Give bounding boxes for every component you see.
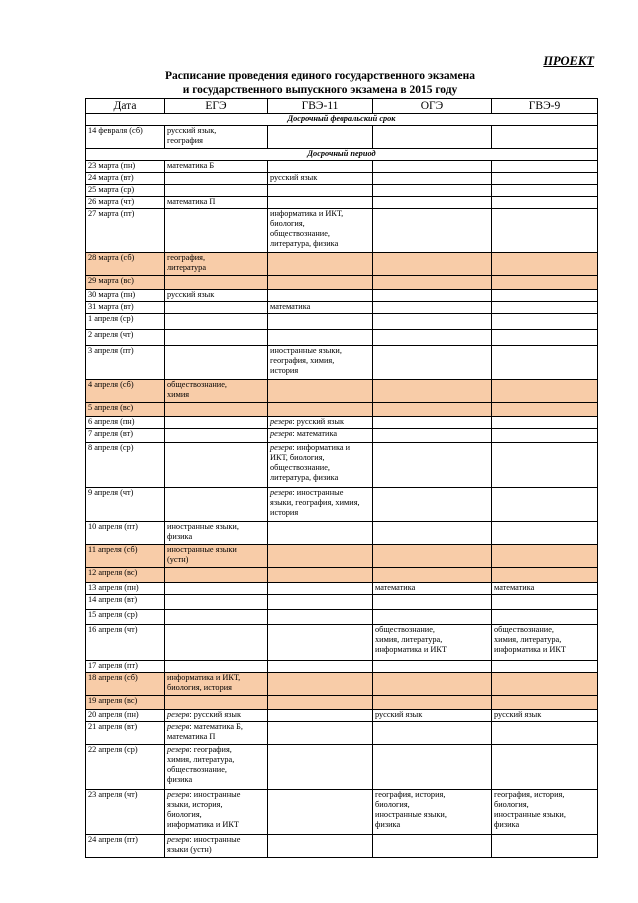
cell-gve9 bbox=[492, 661, 598, 673]
cell-text: 31 марта (вт) bbox=[88, 302, 134, 311]
cell-gve11 bbox=[268, 403, 373, 417]
cell-gve11 bbox=[268, 673, 373, 696]
cell-date bbox=[86, 568, 165, 583]
table-row bbox=[86, 302, 598, 314]
table-row bbox=[86, 545, 598, 568]
cell-oge bbox=[373, 346, 492, 380]
cell-gve11 bbox=[268, 276, 373, 290]
cell-gve9 bbox=[492, 722, 598, 745]
cell-gve9 bbox=[492, 346, 598, 380]
cell-gve9 bbox=[492, 185, 598, 197]
table-row bbox=[86, 568, 598, 583]
cell-date bbox=[86, 722, 165, 745]
cell-text: иностранные языки (устн) bbox=[167, 545, 237, 564]
cell-gve9 bbox=[492, 745, 598, 790]
cell-gve9 bbox=[492, 595, 598, 610]
cell-text: обществознание, химия bbox=[167, 380, 228, 399]
cell-date bbox=[86, 276, 165, 290]
cell-text: математика bbox=[494, 583, 535, 592]
cell-gve11 bbox=[268, 745, 373, 790]
cell-gve11 bbox=[268, 173, 373, 185]
cell-text: география, история, биология, иностранные языки, физика bbox=[375, 790, 447, 829]
reserve-label: резерв bbox=[167, 790, 190, 799]
cell-text: география, литература bbox=[167, 253, 207, 272]
cell-gve9 bbox=[492, 314, 598, 330]
cell-ege bbox=[165, 610, 268, 625]
table-body bbox=[86, 114, 598, 858]
cell-date bbox=[86, 696, 165, 710]
cell-gve9 bbox=[492, 610, 598, 625]
cell-date bbox=[86, 330, 165, 346]
cell-gve11 bbox=[268, 185, 373, 197]
cell-text: 25 марта (ср) bbox=[88, 185, 135, 194]
cell-date bbox=[86, 126, 165, 149]
cell-gve11 bbox=[268, 661, 373, 673]
cell-gve9 bbox=[492, 209, 598, 253]
cell-text: 5 апреля (вс) bbox=[88, 403, 134, 412]
cell-gve9 bbox=[492, 380, 598, 403]
cell-text: русский язык bbox=[375, 710, 423, 719]
cell-text: 12 апреля (вс) bbox=[88, 568, 138, 577]
cell-text: 14 апреля (вт) bbox=[88, 595, 138, 604]
cell-gve9 bbox=[492, 417, 598, 429]
cell-text: 3 апреля (пт) bbox=[88, 346, 134, 355]
table-row bbox=[86, 835, 598, 858]
cell-text: 2 апреля (чт) bbox=[88, 330, 134, 339]
cell-ege bbox=[165, 835, 268, 858]
column-header-gve11: ГВЭ-11 bbox=[268, 99, 373, 114]
section-row bbox=[86, 149, 598, 161]
cell-oge bbox=[373, 302, 492, 314]
cell-text: : русский язык bbox=[292, 417, 345, 426]
cell-gve9 bbox=[492, 710, 598, 722]
cell-oge bbox=[373, 722, 492, 745]
cell-oge bbox=[373, 790, 492, 835]
cell-gve11 bbox=[268, 595, 373, 610]
cell-ege bbox=[165, 173, 268, 185]
draft-stamp: ПРОЕКТ bbox=[543, 54, 594, 68]
cell-date bbox=[86, 380, 165, 403]
cell-text: : русский язык bbox=[189, 710, 242, 719]
cell-text: 11 апреля (сб) bbox=[88, 545, 138, 554]
cell-gve11 bbox=[268, 346, 373, 380]
cell-text: 29 марта (вс) bbox=[88, 276, 134, 285]
cell-date bbox=[86, 314, 165, 330]
cell-oge bbox=[373, 314, 492, 330]
cell-gve11 bbox=[268, 429, 373, 443]
cell-gve11 bbox=[268, 522, 373, 545]
cell-gve11 bbox=[268, 583, 373, 595]
cell-ege bbox=[165, 595, 268, 610]
cell-text: информатика и ИКТ, биология, история bbox=[167, 673, 241, 692]
cell-gve9 bbox=[492, 290, 598, 302]
table-row bbox=[86, 209, 598, 253]
cell-text: 13 апреля (пн) bbox=[88, 583, 139, 592]
cell-text: 21 апреля (вт) bbox=[88, 722, 138, 731]
cell-text: география, история, биология, иностранные языки, физика bbox=[494, 790, 566, 829]
cell-date bbox=[86, 253, 165, 276]
cell-text: : иностранные языки, история, биология, информатика и ИКТ bbox=[167, 790, 241, 829]
table-row bbox=[86, 330, 598, 346]
table-row bbox=[86, 625, 598, 661]
cell-gve11 bbox=[268, 545, 373, 568]
cell-ege bbox=[165, 625, 268, 661]
cell-text: 15 апреля (ср) bbox=[88, 610, 138, 619]
cell-gve11 bbox=[268, 161, 373, 173]
table-row bbox=[86, 696, 598, 710]
cell-oge bbox=[373, 197, 492, 209]
cell-oge bbox=[373, 417, 492, 429]
cell-text: русский язык bbox=[270, 173, 318, 182]
title-line-2: и государственного выпускного экзамена в 2015 году bbox=[182, 84, 458, 96]
cell-oge bbox=[373, 161, 492, 173]
cell-gve11 bbox=[268, 722, 373, 745]
column-header-date: Дата bbox=[86, 99, 165, 114]
table-row bbox=[86, 185, 598, 197]
cell-oge bbox=[373, 185, 492, 197]
cell-gve9 bbox=[492, 126, 598, 149]
cell-text: 4 апреля (сб) bbox=[88, 380, 134, 389]
cell-date bbox=[86, 790, 165, 835]
cell-text: обществознание, химия, литература, информатика и ИКТ bbox=[494, 625, 566, 654]
cell-oge bbox=[373, 745, 492, 790]
cell-oge bbox=[373, 126, 492, 149]
cell-gve9 bbox=[492, 545, 598, 568]
cell-text: 10 апреля (пт) bbox=[88, 522, 138, 531]
cell-gve11 bbox=[268, 290, 373, 302]
table-header-row bbox=[86, 99, 598, 114]
cell-oge bbox=[373, 568, 492, 583]
cell-date bbox=[86, 661, 165, 673]
cell-gve9 bbox=[492, 276, 598, 290]
cell-gve9 bbox=[492, 253, 598, 276]
cell-date bbox=[86, 745, 165, 790]
cell-gve11 bbox=[268, 610, 373, 625]
cell-ege bbox=[165, 417, 268, 429]
cell-oge bbox=[373, 209, 492, 253]
cell-ege bbox=[165, 346, 268, 380]
table-row bbox=[86, 290, 598, 302]
cell-oge bbox=[373, 610, 492, 625]
cell-gve9 bbox=[492, 568, 598, 583]
table-row bbox=[86, 790, 598, 835]
cell-gve11 bbox=[268, 314, 373, 330]
cell-date bbox=[86, 522, 165, 545]
cell-text: 1 апреля (ср) bbox=[88, 314, 134, 323]
cell-ege bbox=[165, 568, 268, 583]
table-row bbox=[86, 417, 598, 429]
cell-text: 26 марта (чт) bbox=[88, 197, 135, 206]
table-row bbox=[86, 583, 598, 595]
section-row bbox=[86, 114, 598, 126]
column-header-gve9: ГВЭ-9 bbox=[492, 99, 598, 114]
reserve-label: резерв bbox=[270, 488, 293, 497]
cell-gve11 bbox=[268, 417, 373, 429]
cell-gve9 bbox=[492, 197, 598, 209]
cell-date bbox=[86, 173, 165, 185]
cell-date bbox=[86, 488, 165, 522]
cell-gve11 bbox=[268, 835, 373, 858]
cell-ege bbox=[165, 314, 268, 330]
cell-text: : математика Б, математика П bbox=[167, 722, 243, 741]
cell-text: 24 апреля (пт) bbox=[88, 835, 138, 844]
reserve-label: резерв bbox=[167, 722, 190, 731]
cell-gve9 bbox=[492, 302, 598, 314]
table-row bbox=[86, 710, 598, 722]
cell-text: иностранные языки, физика bbox=[167, 522, 239, 541]
cell-oge bbox=[373, 583, 492, 595]
cell-date bbox=[86, 346, 165, 380]
cell-gve11 bbox=[268, 568, 373, 583]
cell-ege bbox=[165, 673, 268, 696]
cell-gve11 bbox=[268, 696, 373, 710]
cell-gve11 bbox=[268, 625, 373, 661]
cell-oge bbox=[373, 710, 492, 722]
column-header-oge: ОГЭ bbox=[373, 99, 492, 114]
cell-ege bbox=[165, 330, 268, 346]
column-header-ege: ЕГЭ bbox=[165, 99, 268, 114]
cell-ege bbox=[165, 185, 268, 197]
cell-ege bbox=[165, 661, 268, 673]
cell-ege bbox=[165, 696, 268, 710]
cell-text: 14 февраля (сб) bbox=[88, 126, 143, 135]
cell-oge bbox=[373, 522, 492, 545]
cell-gve9 bbox=[492, 403, 598, 417]
table-row bbox=[86, 161, 598, 173]
cell-text: : математика bbox=[292, 429, 338, 438]
cell-ege bbox=[165, 429, 268, 443]
cell-ege bbox=[165, 545, 268, 568]
cell-oge bbox=[373, 173, 492, 185]
cell-text: 22 апреля (ср) bbox=[88, 745, 138, 754]
table-row bbox=[86, 745, 598, 790]
reserve-label: резерв bbox=[167, 710, 190, 719]
reserve-label: резерв bbox=[167, 835, 190, 844]
table-row bbox=[86, 276, 598, 290]
cell-oge bbox=[373, 625, 492, 661]
cell-text: : информатика и ИКТ, биология, обществознание, литература, физика bbox=[270, 443, 351, 482]
cell-date bbox=[86, 403, 165, 417]
cell-gve11 bbox=[268, 710, 373, 722]
cell-oge bbox=[373, 330, 492, 346]
table-row bbox=[86, 673, 598, 696]
cell-date bbox=[86, 443, 165, 488]
cell-gve9 bbox=[492, 696, 598, 710]
cell-ege bbox=[165, 197, 268, 209]
reserve-label: резерв bbox=[270, 417, 293, 426]
cell-text: 27 марта (пт) bbox=[88, 209, 135, 218]
cell-date bbox=[86, 610, 165, 625]
cell-text: : иностранные языки, география, химия, история bbox=[270, 488, 360, 517]
cell-date bbox=[86, 417, 165, 429]
cell-ege bbox=[165, 126, 268, 149]
title-line-1: Расписание проведения единого государственного экзамена bbox=[165, 70, 475, 82]
cell-date bbox=[86, 161, 165, 173]
cell-oge bbox=[373, 835, 492, 858]
cell-date bbox=[86, 595, 165, 610]
cell-text: 30 марта (пн) bbox=[88, 290, 136, 299]
cell-text: 9 апреля (чт) bbox=[88, 488, 134, 497]
cell-date bbox=[86, 673, 165, 696]
cell-gve9 bbox=[492, 488, 598, 522]
cell-gve9 bbox=[492, 625, 598, 661]
cell-oge bbox=[373, 380, 492, 403]
cell-text: иностранные языки, география, химия, история bbox=[270, 346, 342, 375]
cell-gve11 bbox=[268, 302, 373, 314]
cell-gve9 bbox=[492, 161, 598, 173]
cell-text: обществознание, химия, литература, информатика и ИКТ bbox=[375, 625, 447, 654]
cell-text: 8 апреля (ср) bbox=[88, 443, 134, 452]
cell-ege bbox=[165, 710, 268, 722]
cell-gve9 bbox=[492, 330, 598, 346]
table-row bbox=[86, 595, 598, 610]
document-title bbox=[60, 69, 580, 97]
cell-text: 23 апреля (чт) bbox=[88, 790, 138, 799]
cell-ege bbox=[165, 790, 268, 835]
cell-ege bbox=[165, 290, 268, 302]
cell-ege bbox=[165, 380, 268, 403]
cell-text: математика П bbox=[167, 197, 216, 206]
cell-text: 28 марта (сб) bbox=[88, 253, 135, 262]
cell-date bbox=[86, 583, 165, 595]
cell-text: 6 апреля (пн) bbox=[88, 417, 135, 426]
cell-date bbox=[86, 545, 165, 568]
cell-text: математика bbox=[375, 583, 416, 592]
table-row bbox=[86, 403, 598, 417]
table-row bbox=[86, 197, 598, 209]
cell-date bbox=[86, 197, 165, 209]
cell-ege bbox=[165, 522, 268, 545]
table-row bbox=[86, 610, 598, 625]
cell-ege bbox=[165, 403, 268, 417]
cell-ege bbox=[165, 276, 268, 290]
cell-date bbox=[86, 429, 165, 443]
cell-oge bbox=[373, 429, 492, 443]
cell-date bbox=[86, 302, 165, 314]
cell-oge bbox=[373, 661, 492, 673]
section-title: Досрочный февральский срок bbox=[86, 114, 598, 126]
cell-gve9 bbox=[492, 790, 598, 835]
cell-text: математика bbox=[270, 302, 311, 311]
cell-oge bbox=[373, 696, 492, 710]
cell-ege bbox=[165, 302, 268, 314]
cell-text: информатика и ИКТ, биология, обществознание, литература, физика bbox=[270, 209, 344, 248]
cell-gve11 bbox=[268, 330, 373, 346]
cell-oge bbox=[373, 403, 492, 417]
cell-text: 17 апреля (пт) bbox=[88, 661, 138, 670]
cell-gve11 bbox=[268, 488, 373, 522]
cell-oge bbox=[373, 488, 492, 522]
table-row bbox=[86, 661, 598, 673]
cell-gve9 bbox=[492, 522, 598, 545]
cell-text: 7 апреля (вт) bbox=[88, 429, 133, 438]
cell-text: 24 марта (вт) bbox=[88, 173, 134, 182]
table-row bbox=[86, 522, 598, 545]
cell-gve11 bbox=[268, 790, 373, 835]
cell-date bbox=[86, 710, 165, 722]
cell-text: 16 апреля (чт) bbox=[88, 625, 138, 634]
cell-ege bbox=[165, 209, 268, 253]
table-row bbox=[86, 253, 598, 276]
table-row bbox=[86, 173, 598, 185]
cell-date bbox=[86, 290, 165, 302]
cell-oge bbox=[373, 595, 492, 610]
exam-schedule-table bbox=[85, 98, 598, 858]
cell-text: русский язык bbox=[167, 290, 215, 299]
table-row bbox=[86, 722, 598, 745]
section-title: Досрочный период bbox=[86, 149, 598, 161]
table-row bbox=[86, 429, 598, 443]
table-row bbox=[86, 488, 598, 522]
table-row bbox=[86, 443, 598, 488]
table-row bbox=[86, 346, 598, 380]
cell-gve9 bbox=[492, 173, 598, 185]
cell-text: русский язык bbox=[494, 710, 542, 719]
cell-gve11 bbox=[268, 197, 373, 209]
cell-gve9 bbox=[492, 429, 598, 443]
cell-oge bbox=[373, 545, 492, 568]
table-row bbox=[86, 126, 598, 149]
cell-gve11 bbox=[268, 126, 373, 149]
cell-text: 18 апреля (сб) bbox=[88, 673, 138, 682]
reserve-label: резерв bbox=[167, 745, 190, 754]
cell-oge bbox=[373, 276, 492, 290]
cell-text: : география, химия, литература, обществознание, физика bbox=[167, 745, 235, 784]
cell-oge bbox=[373, 673, 492, 696]
cell-gve9 bbox=[492, 835, 598, 858]
reserve-label: резерв bbox=[270, 429, 293, 438]
cell-ege bbox=[165, 722, 268, 745]
table-row bbox=[86, 380, 598, 403]
cell-text: 23 марта (пн) bbox=[88, 161, 136, 170]
cell-oge bbox=[373, 443, 492, 488]
cell-text: русский язык, география bbox=[167, 126, 217, 145]
cell-date bbox=[86, 625, 165, 661]
cell-date bbox=[86, 835, 165, 858]
cell-gve11 bbox=[268, 380, 373, 403]
cell-text: 20 апреля (пн) bbox=[88, 710, 139, 719]
cell-ege bbox=[165, 583, 268, 595]
cell-gve9 bbox=[492, 443, 598, 488]
cell-text: 19 апреля (вс) bbox=[88, 696, 138, 705]
cell-ege bbox=[165, 253, 268, 276]
cell-ege bbox=[165, 161, 268, 173]
cell-gve11 bbox=[268, 209, 373, 253]
cell-gve9 bbox=[492, 583, 598, 595]
cell-date bbox=[86, 209, 165, 253]
cell-gve11 bbox=[268, 443, 373, 488]
table-row bbox=[86, 314, 598, 330]
cell-text: : иностранные языки (устн) bbox=[167, 835, 241, 854]
cell-text: математика Б bbox=[167, 161, 215, 170]
cell-oge bbox=[373, 290, 492, 302]
cell-ege bbox=[165, 488, 268, 522]
cell-gve9 bbox=[492, 673, 598, 696]
cell-date bbox=[86, 185, 165, 197]
cell-oge bbox=[373, 253, 492, 276]
reserve-label: резерв bbox=[270, 443, 293, 452]
cell-ege bbox=[165, 745, 268, 790]
cell-ege bbox=[165, 443, 268, 488]
cell-gve11 bbox=[268, 253, 373, 276]
